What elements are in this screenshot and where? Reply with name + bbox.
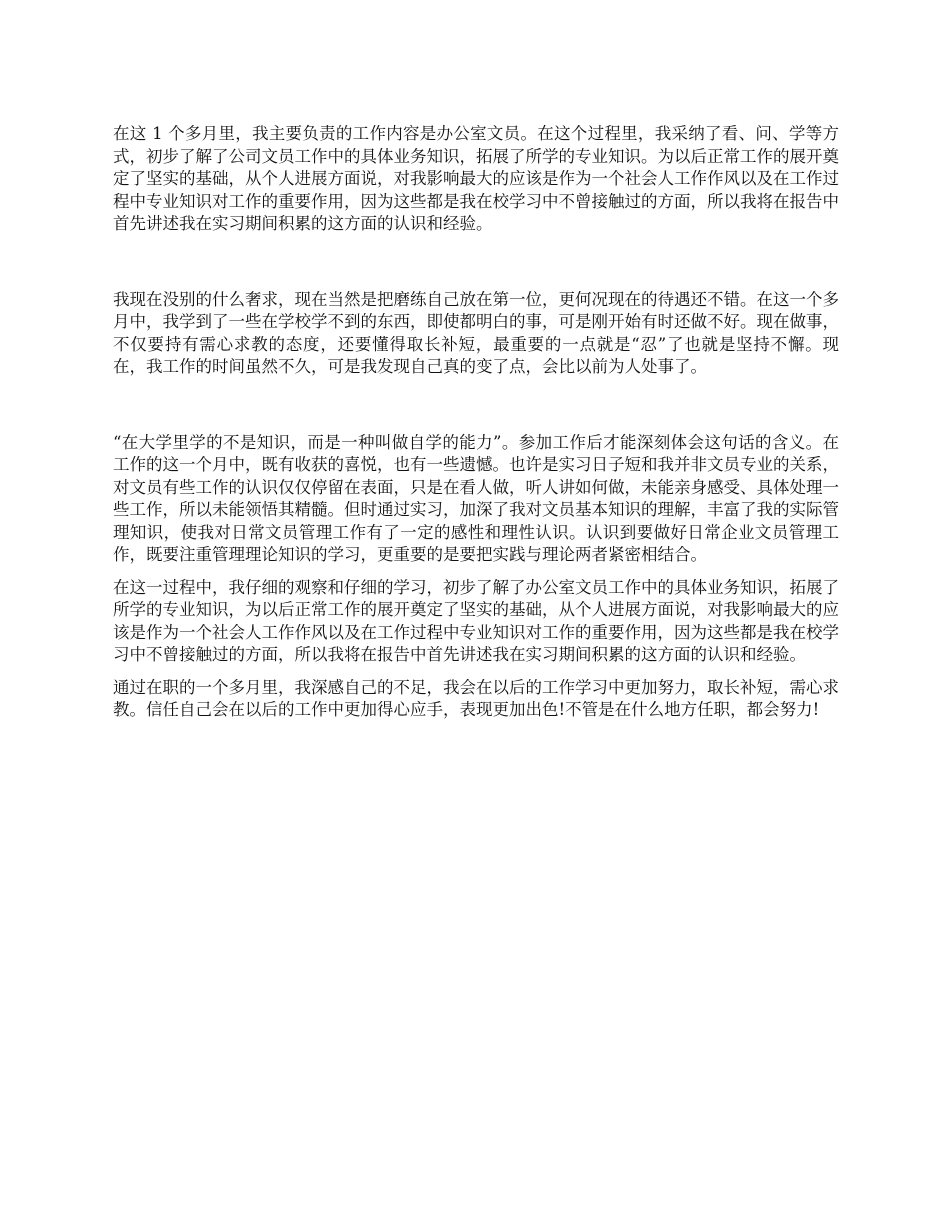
paragraph-2: 我现在没别的什么奢求，现在当然是把磨练自己放在第一位，更何况现在的待遇还不错。在这一个多月中，我学到了一些在学校学不到的东西，即使都明白的事，可是刚开始有时还做不好。现在做事，不仅要持有需心求教的态度，还要懂得取长补短，最重要的一点就是“忍”了也就是坚持不懈。现在，我工作的时间虽然不久，可是我发现自己真的变了点，会比以前为人处事了。	[113, 289, 839, 376]
paragraph-1: 在这 1 个多月里，我主要负责的工作内容是办公室文员。在这个过程里，我采纳了看、问、学等方式，初步了解了公司文员工作中的具体业务知识，拓展了所学的专业知识。为以后正常工作的展开奠定了坚实的基础，从个人进展方面说，对我影响最大的应该是作为一个社会人工作作风以及在工作过程中专业知识对工作的重要作用，因为这些都是我在校学习中不曾接触过的方面，所以我将在报告中首先讲述我在实习期间积累的这方面的认识和经验。	[113, 124, 839, 233]
paragraph-5: 通过在职的一个多月里，我深感自己的不足，我会在以后的工作学习中更加努力，取长补短，需心求教。信任自己会在以后的工作中更加得心应手，表现更加出色!不管是在什么地方任职，都会努力!	[113, 677, 839, 719]
paragraph-4: 在这一过程中，我仔细的观察和仔细的学习，初步了解了办公室文员工作中的具体业务知识，拓展了所学的专业知识，为以后正常工作的展开奠定了坚实的基础，从个人进展方面说，对我影响最大的应该是作为一个社会人工作作风以及在工作过程中专业知识对工作的重要作用，因为这些都是我在校学习中不曾接触过的方面，所以我将在报告中首先讲述我在实习期间积累的这方面的认识和经验。	[113, 577, 839, 664]
document-body	[113, 123, 839, 722]
paragraph-3: “在大学里学的不是知识，而是一种叫做自学的能力”。参加工作后才能深刻体会这句话的含义。在工作的这一个月中，既有收获的喜悦，也有一些遗憾。也许是实习日子短和我并非文员专业的关系，对文员有些工作的认识仅仅停留在表面，只是在看人做，听人讲如何做，未能亲身感受、具体处理一些工作，所以未能领悟其精髓。但时通过实习，加深了我对文员基本知识的理解，丰富了我的实际管理知识，使我对日常文员管理工作有了一定的感性和理性认识。认识到要做好日常企业文员管理工作，既要注重管理理论知识的学习，更重要的是要把实践与理论两者紧密相结合。	[113, 432, 839, 564]
